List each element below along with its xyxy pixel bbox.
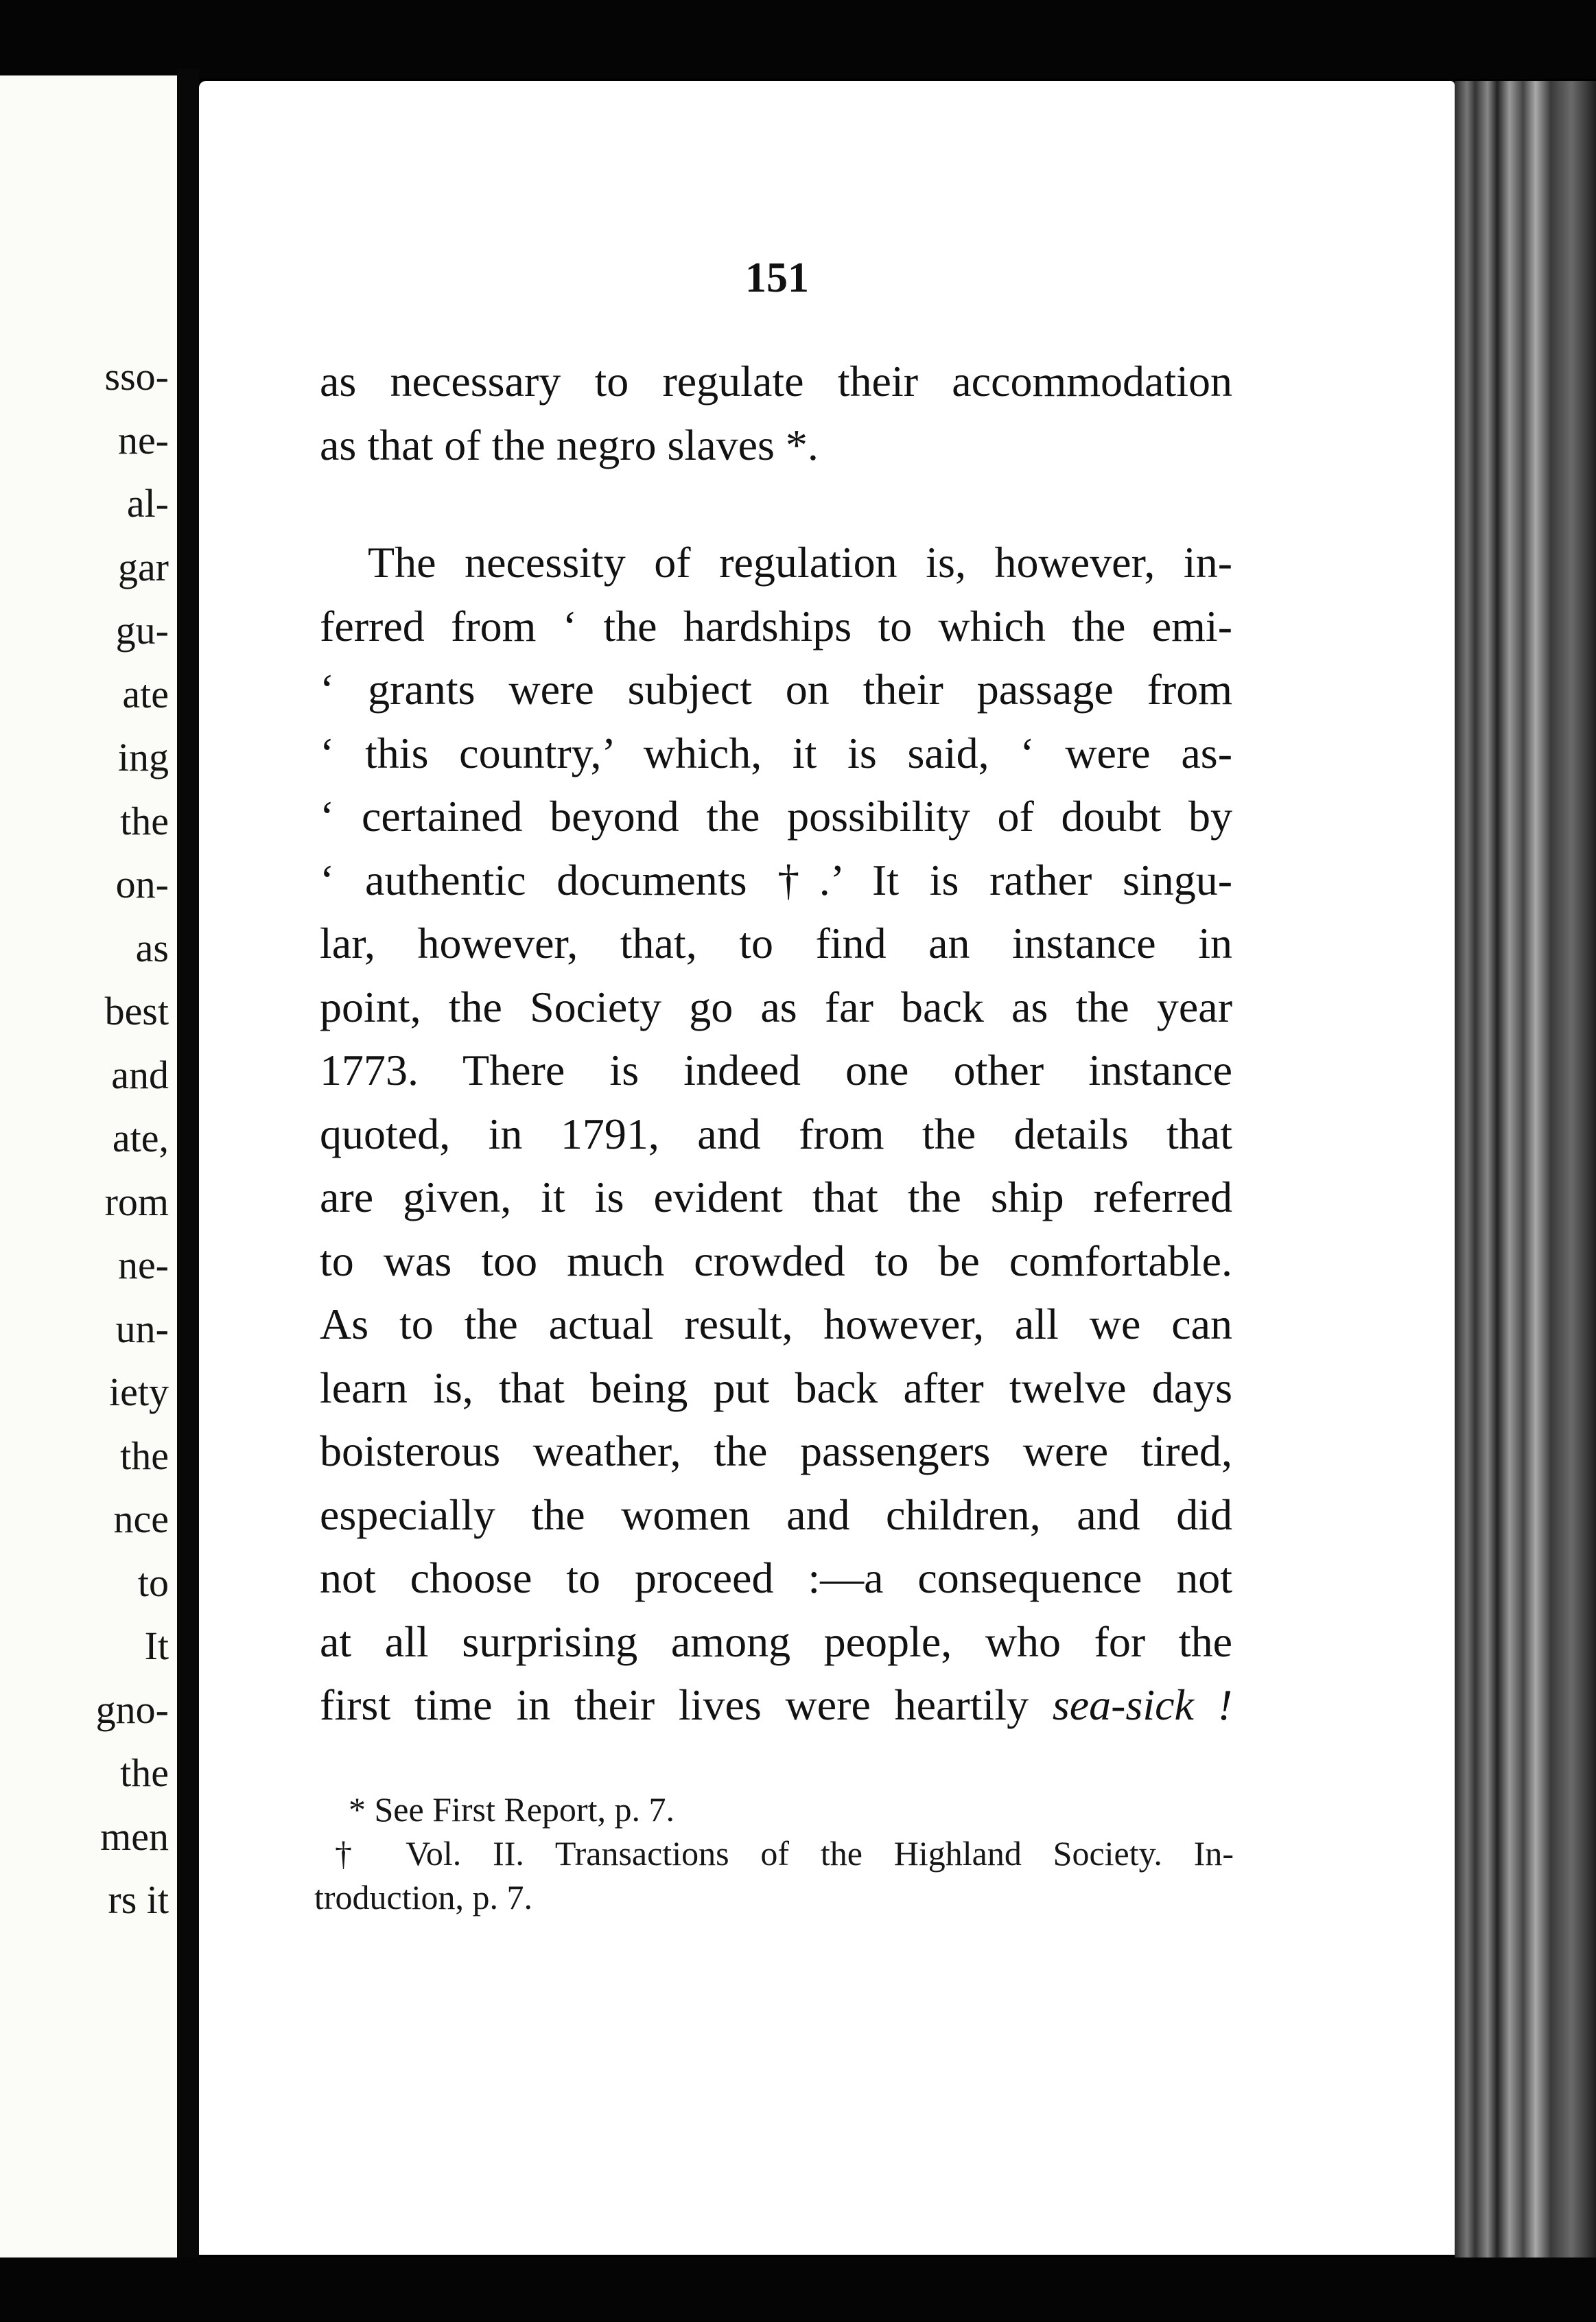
left-page-text-fragments xyxy=(0,75,177,2261)
left-page-fragment: It xyxy=(144,1623,169,1668)
text-line: as that of the negro slaves *. xyxy=(320,420,819,469)
text-line: to was too much crowded to be comfortable. xyxy=(320,1236,1232,1285)
left-page-fragment: gu- xyxy=(115,608,169,653)
left-page-fragment: ing xyxy=(117,735,169,779)
left-page-fragment: and xyxy=(111,1052,169,1097)
left-page-fragment: the xyxy=(120,798,169,843)
left-page-fragment: ate, xyxy=(112,1116,169,1160)
left-page-fragment: iety xyxy=(109,1370,169,1414)
text-line: 1773. There is indeed one other instance xyxy=(320,1046,1232,1094)
text-line: As to the actual result, however, all we can xyxy=(320,1300,1232,1348)
left-page-fragment: gno- xyxy=(95,1687,169,1732)
paragraph-main xyxy=(320,531,1232,1737)
left-facing-page xyxy=(0,75,177,2261)
text-line: ferred from ‘ the hardships to which the emi- xyxy=(320,601,1232,650)
footnote-transactions: † Vol. II. Transactions of the Highland Society. In- xyxy=(335,1834,1234,1873)
page-number: 151 xyxy=(745,255,809,301)
left-page-fragment: rom xyxy=(104,1179,169,1224)
scan-top-border xyxy=(0,0,1596,79)
left-page-fragment: gar xyxy=(117,544,169,589)
text-line: especially the women and children, and did xyxy=(320,1490,1232,1539)
left-page-fragment: men xyxy=(100,1814,169,1859)
text-line: lar, however, that, to find an instance in xyxy=(320,919,1232,968)
footnote-transactions-continued: troduction, p. 7. xyxy=(314,1878,533,1916)
left-page-fragment: on- xyxy=(115,862,169,906)
text-line: are given, it is evident that the ship referred xyxy=(320,1173,1232,1221)
text-line: The necessity of regulation is, however, in- xyxy=(368,538,1232,587)
text-line: learn is, that being put back after twelve days xyxy=(320,1363,1232,1412)
text-line-final xyxy=(320,1674,1232,1737)
text-line: quoted, in 1791, and from the details that xyxy=(320,1109,1232,1158)
left-page-fragment: ne- xyxy=(117,1243,169,1287)
left-page-fragment: nce xyxy=(113,1497,169,1541)
left-page-fragment: rs it xyxy=(108,1877,169,1922)
book-gutter xyxy=(177,69,199,2261)
text-line: ‘ grants were subject on their passage from xyxy=(320,665,1232,714)
left-page-fragment: the xyxy=(120,1433,169,1478)
page-edge-stack xyxy=(1455,81,1596,2258)
left-page-fragment: ate xyxy=(122,671,169,716)
text-line: ‘ authentic documents †.’ It is rather singu- xyxy=(320,855,1232,904)
text-line: ‘ certained beyond the possibility of doubt by xyxy=(320,792,1232,841)
footnote-first-report: * See First Report, p. 7. xyxy=(349,1790,674,1829)
paragraph-continuation xyxy=(320,350,1232,477)
text-line: ‘ this country,’ which, it is said, ‘ were as- xyxy=(320,728,1232,777)
text-line: as necessary to regulate their accommodation xyxy=(320,357,1232,406)
left-page-fragment: un- xyxy=(115,1306,169,1351)
left-page-fragment: the xyxy=(120,1750,169,1795)
text-line-final-prefix: first time in their lives were heartily xyxy=(320,1680,1053,1729)
text-line: point, the Society go as far back as the year xyxy=(320,982,1232,1031)
text-line: at all surprising among people, who for the xyxy=(320,1617,1232,1666)
emphasis-sea-sick: sea-sick ! xyxy=(1052,1680,1233,1729)
scan-bottom-border xyxy=(0,2258,1596,2322)
left-page-fragment: as xyxy=(135,925,169,970)
left-page-fragment: best xyxy=(104,989,169,1033)
left-page-fragment: al- xyxy=(126,481,169,526)
footnotes xyxy=(314,1787,1234,1919)
text-line: not choose to proceed :—a consequence not xyxy=(320,1553,1232,1602)
text-line: boisterous weather, the passengers were tired, xyxy=(320,1427,1232,1475)
left-page-fragment: sso- xyxy=(104,354,169,399)
left-page-fragment: ne- xyxy=(117,417,169,462)
left-page-fragment: to xyxy=(137,1560,169,1605)
